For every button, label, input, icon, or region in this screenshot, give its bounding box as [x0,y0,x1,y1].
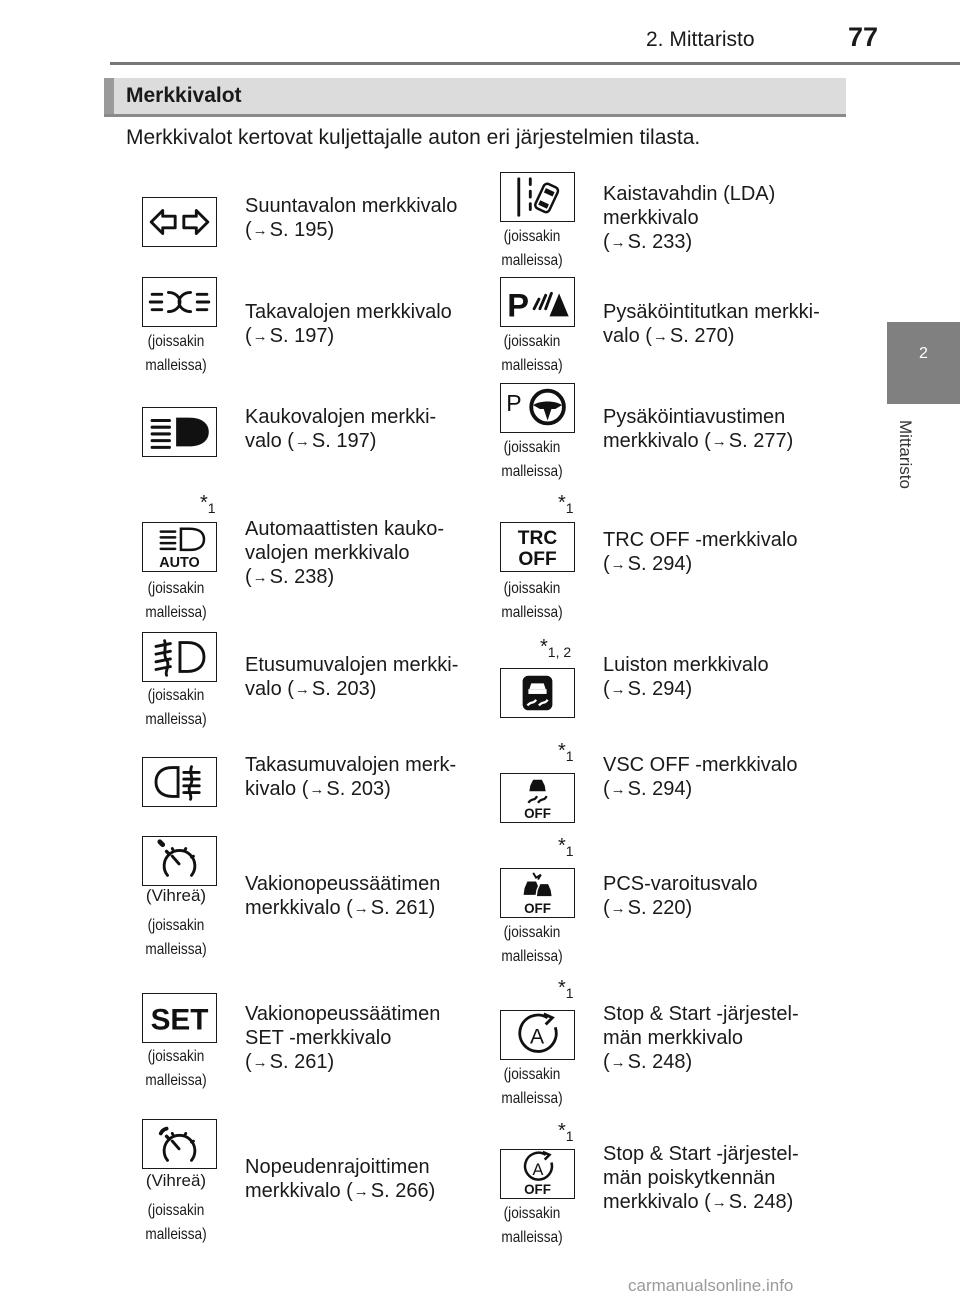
lane-departure-icon [500,172,575,222]
rear-fog-description [245,753,456,802]
description-line: Pysäköintiavustimen [603,406,786,428]
auto-label: AUTO [159,555,200,571]
description-line: män merkkivalo [603,1027,744,1049]
page-reference: (→ S. 197) [245,325,335,347]
description-line: Pysäköintitutkan merkki- [603,301,820,323]
section-intro: Merkkivalot kertovat kuljettajalle auton eri järjestelmien tilasta. [126,126,701,149]
section-heading-marker [104,78,114,114]
parking-sensor-icon [500,277,575,327]
footnote-marker: $*_1$ [558,492,574,516]
speed-limiter-description [245,1155,435,1204]
vsc-off-icon [500,773,575,823]
description-line: Kaistavahdin (LDA) [603,183,776,205]
trc-off-icon [500,522,575,572]
set-label: SET [150,1003,209,1037]
some-models-note: (joissakin malleissa) [145,333,207,374]
off-label: OFF [524,901,551,917]
page-reference: (→ S. 261) [245,1051,335,1073]
stop-start-description [603,1002,799,1075]
off-label: OFF [524,806,551,822]
pcs-warning-description [603,872,758,921]
turn-signal-description [245,194,457,243]
description-line: SET -merkkivalo [245,1027,392,1049]
footnote-marker: $*_1$ [558,740,574,764]
some-models-note: (joissakin malleissa) [501,580,563,621]
page-reference: (→ S. 220) [603,897,693,919]
some-models-note: (joissakin malleissa) [501,1205,563,1246]
a-label: A [532,1160,544,1179]
some-models-note: (joissakin malleissa) [145,1048,207,1089]
chapter-tab-number: 2 [919,345,928,362]
off-label: OFF [518,549,557,571]
description-line: PCS-varoitusvalo [603,873,758,895]
stop-start-icon [500,1010,575,1060]
parking-assist-description [603,405,793,454]
slip-indicator-icon [500,668,575,718]
vsc-off-description [603,753,797,802]
page-reference: (→ S. 294) [603,553,693,575]
pcs-warning-icon [500,868,575,918]
trc-label: TRC [517,528,558,550]
speed-limiter-icon [142,1119,217,1169]
description-line: merkkivalo [603,207,699,229]
some-models-note: (joissakin malleissa) [145,917,207,958]
auto-high-beam-description [245,517,444,590]
tail-light-description [245,300,452,349]
some-models-note: (joissakin malleissa) [145,1202,207,1243]
parking-sensor-description [603,300,820,349]
auto-high-beam-icon [142,522,217,572]
footnote-marker: $*_1$ [558,835,574,859]
section-title: Merkkivalot [126,84,242,107]
chapter-title: 2. Mittaristo [646,28,755,51]
page-number: 77 [848,22,879,52]
cruise-control-description [245,872,440,921]
page-reference: valo (→ S. 203) [245,678,377,700]
color-note-green: (Vihreä) [145,886,207,905]
some-models-note: (joissakin malleissa) [501,439,563,480]
description-line: valojen merkkivalo [245,542,410,564]
some-models-note: (joissakin malleissa) [501,228,563,269]
description-line: Vakionopeussäätimen [245,1003,441,1025]
description-line: Stop & Start -järjestel- [603,1143,799,1165]
cruise-set-icon [142,993,217,1043]
some-models-note: (joissakin malleissa) [501,924,563,965]
description-line: Luiston merkkivalo [603,654,769,676]
page-reference: (→ S. 233) [603,231,693,253]
page-reference: valo (→ S. 270) [603,325,735,347]
description-line: VSC OFF -merkkivalo [603,754,798,776]
a-label: A [529,1025,545,1049]
footnote-marker: $*_{1, 2}$ [540,636,572,660]
page-reference: (→ S. 248) [603,1051,693,1073]
off-label: OFF [524,1182,551,1198]
description-line: Nopeudenrajoittimen [245,1156,430,1178]
trc-off-description [603,528,797,577]
description-line: Automaattisten kauko- [245,518,444,540]
description-line: Kaukovalojen merkki- [245,406,437,428]
stop-start-off-description [603,1142,799,1215]
description-line: Takavalojen merkkivalo [245,301,452,323]
footnote-marker: $*_1$ [200,492,216,516]
description-line: TRC OFF -merkkivalo [603,529,798,551]
page-reference: merkkivalo (→ S. 248) [603,1191,794,1213]
description-line: Suuntavalon merkkivalo [245,195,458,217]
high-beam-description [245,405,436,454]
description-line: Takasumuvalojen merk- [245,754,457,776]
footnote-marker: $*_1$ [558,1120,574,1144]
color-note-green: (Vihreä) [145,1171,207,1190]
chapter-tab-label: Mittaristo [896,420,915,489]
cruise-set-description [245,1002,440,1075]
tail-light-icon [142,277,217,327]
page-reference: merkkivalo (→ S. 261) [245,897,436,919]
some-models-note: (joissakin malleissa) [145,687,207,728]
description-line: Vakionopeussäätimen [245,873,441,895]
parking-assist-icon [500,383,575,433]
description-line: Etusumuvalojen merkki- [245,654,459,676]
cruise-control-icon [142,836,217,886]
page-reference: (→ S. 294) [603,678,693,700]
high-beam-icon [142,407,217,457]
svg-text:P: P [506,389,522,416]
turn-signal-icon [142,197,217,247]
page-reference: merkkivalo (→ S. 266) [245,1180,436,1202]
page-reference: (→ S. 195) [245,219,335,241]
stop-start-off-icon [500,1149,575,1199]
front-fog-icon [142,632,217,682]
front-fog-description [245,653,458,702]
lane-departure-description [603,182,775,255]
description-line: män poiskytkennän [603,1167,776,1189]
some-models-note: (joissakin malleissa) [501,333,563,374]
description-line: Stop & Start -järjestel- [603,1003,799,1025]
page-reference: (→ S. 294) [603,778,693,800]
rear-fog-icon [142,757,217,807]
svg-text:P: P [507,286,530,324]
page-reference: merkkivalo (→ S. 277) [603,430,794,452]
watermark: carmanualsonline.info [628,1276,794,1295]
footnote-marker: $*_1$ [558,977,574,1001]
header-rule [110,62,960,65]
page-reference: valo (→ S. 197) [245,430,377,452]
slip-indicator-description [603,653,769,702]
some-models-note: (joissakin malleissa) [501,1066,563,1107]
page-reference: kivalo (→ S. 203) [245,778,391,800]
page-reference: (→ S. 238) [245,566,335,588]
chapter-tab [887,322,960,404]
some-models-note: (joissakin malleissa) [145,580,207,621]
